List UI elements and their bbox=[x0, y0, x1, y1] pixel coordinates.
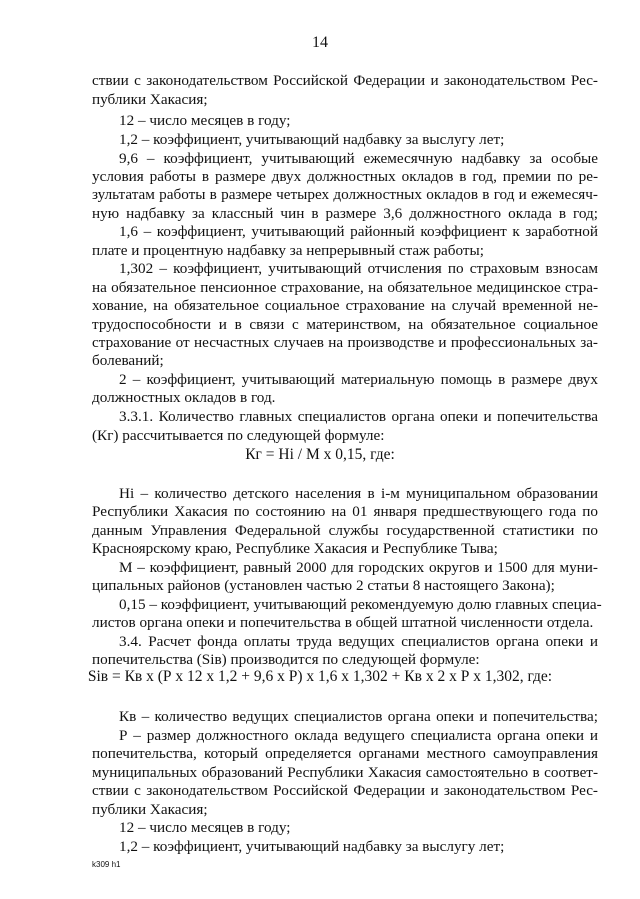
text-line: данным Управления Федеральной службы государственной статистики по bbox=[92, 522, 598, 539]
text-line: М – коэффициент, равный 2000 для городских округов и 1500 для муни- bbox=[119, 559, 598, 576]
text-line: 12 – число месяцев в году; bbox=[119, 112, 291, 129]
text-line: попечительства, который определяется органами местного самоуправления bbox=[92, 745, 598, 762]
text-line: Нi – количество детского населения в i-м муниципальном образовании bbox=[119, 485, 598, 502]
text-line: публики Хакасия; bbox=[92, 91, 208, 108]
text-line: условия работы в размере двух должностных окладов в год, премии по ре- bbox=[92, 168, 598, 185]
text-line: 1,6 – коэффициент, учитывающий районный коэффициент к заработной bbox=[119, 223, 598, 240]
text-line: 2 – коэффициент, учитывающий материальную помощь в размере двух bbox=[119, 371, 598, 388]
text-line: Р – размер должностного оклада ведущего специалиста органа опеки и bbox=[119, 727, 598, 744]
text-line: листов органа опеки и попечительства в общей штатной численности отдела. bbox=[92, 614, 594, 631]
text-line: 3.3.1. Количество главных специалистов органа опеки и попечительства bbox=[119, 408, 598, 425]
text-line: (Кг) рассчитывается по следующей формуле: bbox=[92, 427, 385, 444]
text-line: муниципальных образований Республики Хакасия самостоятельно в соответ- bbox=[92, 764, 598, 781]
text-line: плате и процентную надбавку за непрерывный стаж работы; bbox=[92, 242, 484, 259]
text-line: 1,302 – коэффициент, учитывающий отчисления по страховым взносам bbox=[119, 260, 598, 277]
text-line: ную надбавку за классный чин в размере 3,6 должностного оклада в год; bbox=[92, 205, 598, 222]
text-line: 9,6 – коэффициент, учитывающий ежемесячную надбавку за особые bbox=[119, 150, 598, 167]
text-line: попечительства (Siв) производится по следующей формуле: bbox=[92, 651, 480, 668]
formula-kg: Кг = Нi / М х 0,15, где: bbox=[245, 446, 395, 463]
text-line: Красноярскому краю, Республике Хакасия и Республике Тыва; bbox=[92, 540, 498, 557]
text-line: публики Хакасия; bbox=[92, 801, 208, 818]
text-line: 1,2 – коэффициент, учитывающий надбавку за выслугу лет; bbox=[119, 131, 505, 148]
text-line: Республики Хакасия по состоянию на 01 января предшествующего года по bbox=[92, 503, 598, 520]
text-line: 1,2 – коэффициент, учитывающий надбавку за выслугу лет; bbox=[119, 838, 505, 855]
text-line: на обязательное пенсионное страхование, на обязательное медицинское стра- bbox=[92, 279, 598, 296]
page-number: 14 bbox=[312, 34, 328, 51]
text-line: ствии с законодательством Российской Федерации и законодательством Рес- bbox=[92, 72, 598, 89]
formula-siv: Siв = Кв х (Р х 12 х 1,2 + 9,6 х Р) х 1,6 х 1,302 + Кв х 2 х Р х 1,302, где: bbox=[87, 668, 553, 685]
text-line: должностных окладов в год. bbox=[92, 389, 276, 406]
text-line: ствии с законодательством Российской Федерации и законодательством Рес- bbox=[92, 782, 598, 799]
text-line: 3.4. Расчет фонда оплаты труда ведущих специалистов органа опеки и bbox=[119, 633, 598, 650]
footer-code: k309 h1 bbox=[92, 860, 121, 869]
text-line: зультатам работы в размере четырех должностных окладов в год и ежемесяч- bbox=[92, 186, 598, 203]
text-line: ципальных районов (установлен частью 2 статьи 8 настоящего Закона); bbox=[92, 577, 555, 594]
text-line: 12 – число месяцев в году; bbox=[119, 819, 291, 836]
text-line: трудоспособности и в связи с материнством, на обязательное социальное bbox=[92, 316, 598, 333]
text-line: болеваний; bbox=[92, 352, 164, 369]
text-line: хование, на обязательное социальное страхование на случай временной не- bbox=[92, 297, 598, 314]
text-line: страхование от несчастных случаев на производстве и профессиональных за- bbox=[92, 334, 598, 351]
text-line: Кв – количество ведущих специалистов органа опеки и попечительства; bbox=[119, 708, 598, 725]
text-line: 0,15 – коэффициент, учитывающий рекомендуемую долю главных специа- bbox=[119, 596, 602, 613]
